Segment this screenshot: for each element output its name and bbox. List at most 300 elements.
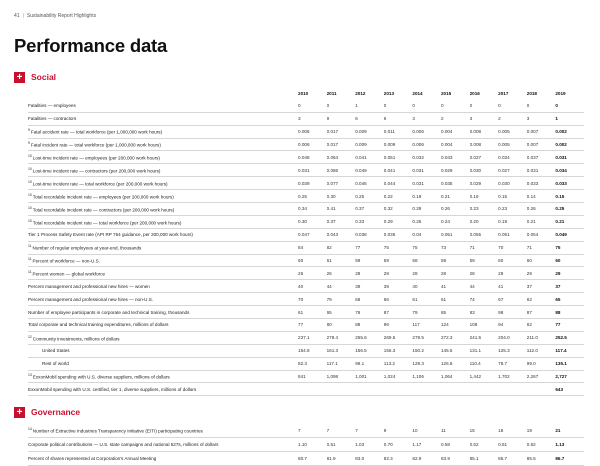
table-cell: 1.17 xyxy=(412,438,441,452)
table-cell: 0 xyxy=(555,100,584,112)
table-cell: 0.005 xyxy=(498,125,527,138)
table-cell: 99.0 xyxy=(527,357,556,370)
table-cell: 96 xyxy=(384,319,413,332)
table-cell: 0.37 xyxy=(327,215,356,228)
table-cell: 0 xyxy=(327,100,356,112)
table-row xyxy=(28,203,584,216)
table-cell: 1,106 xyxy=(412,370,441,383)
row-label-text: Lost-time incident rate — employees (per 200,000 work hours) xyxy=(32,155,160,161)
social-section-header[interactable] xyxy=(14,71,56,83)
footnote-marker: 10 xyxy=(28,167,32,172)
table-cell: 99.1 xyxy=(355,357,384,370)
footnote-marker: 11 xyxy=(28,244,32,249)
table-cell: 0.031 xyxy=(412,177,441,190)
table-cell: 67 xyxy=(498,293,527,306)
footnote-marker: 9 xyxy=(28,141,30,146)
row-label-text: Lost-time incident rate — total workforce (per 200,000 work hours) xyxy=(32,181,168,187)
table-cell: 0.049 xyxy=(555,228,584,241)
table-row xyxy=(28,319,584,332)
row-label xyxy=(28,293,298,306)
table-cell: 88 xyxy=(355,319,384,332)
row-label xyxy=(28,125,298,138)
table-cell: 61 xyxy=(441,293,470,306)
table-cell: 0.005 xyxy=(498,138,527,151)
table-cell: 29 xyxy=(527,267,556,280)
table-cell: 0.044 xyxy=(384,177,413,190)
table-cell: 0.15 xyxy=(555,190,584,203)
table-cell: 279.5 xyxy=(412,331,441,344)
table-cell: 204.0 xyxy=(498,331,527,344)
table-row xyxy=(28,228,584,241)
table-cell: 0.004 xyxy=(441,125,470,138)
row-label xyxy=(28,319,298,332)
table-cell: 0.34 xyxy=(298,203,327,216)
table-cell: 39 xyxy=(355,280,384,293)
table-cell: 0.034 xyxy=(498,151,527,164)
table-cell: 61 xyxy=(412,293,441,306)
table-cell: 0 xyxy=(527,100,556,112)
table-cell: 154.8 xyxy=(298,344,327,357)
table-cell: 0.16 xyxy=(470,190,499,203)
table-cell: 0.036 xyxy=(384,228,413,241)
table-cell: 0.006 xyxy=(298,125,327,138)
table-cell: 1,064 xyxy=(441,370,470,383)
row-label xyxy=(28,344,298,357)
table-cell: 0.21 xyxy=(527,215,556,228)
table-cell: 0.30 xyxy=(298,215,327,228)
table-cell: 77 xyxy=(355,241,384,254)
table-cell: 58 xyxy=(412,254,441,267)
year-header: 2018 xyxy=(526,91,537,97)
table-cell: 0.046 xyxy=(355,177,384,190)
table-cell: 0.006 xyxy=(412,125,441,138)
table-cell: 0.027 xyxy=(470,151,499,164)
table-row xyxy=(28,177,584,190)
row-label xyxy=(28,280,298,293)
row-label xyxy=(28,190,298,203)
table-cell: 75 xyxy=(555,241,584,254)
footnote-marker: 13 xyxy=(28,373,32,378)
table-cell: 0.004 xyxy=(441,138,470,151)
table-row xyxy=(28,241,584,254)
table-row xyxy=(28,112,584,125)
table-cell: 88 xyxy=(555,306,584,319)
row-label xyxy=(28,438,298,452)
table-cell: 7 xyxy=(355,424,384,438)
table-cell: 83.9 xyxy=(441,452,470,466)
table-cell: 68 xyxy=(355,293,384,306)
table-cell: 0.038 xyxy=(355,228,384,241)
table-cell: 0.23 xyxy=(470,203,499,216)
table-cell: 59 xyxy=(355,254,384,267)
table-cell: 82 xyxy=(327,241,356,254)
table-cell: 70 xyxy=(298,293,327,306)
table-cell: 0.25 xyxy=(355,190,384,203)
row-label xyxy=(28,357,298,370)
table-cell: 0.031 xyxy=(555,151,584,164)
row-label-text: Fatalities — contractors xyxy=(28,116,77,122)
table-cell: 59 xyxy=(470,254,499,267)
year-header: 2014 xyxy=(412,91,423,97)
table-cell: 0.086 xyxy=(327,164,356,177)
table-cell: 1,024 xyxy=(384,370,413,383)
table-cell: 124 xyxy=(441,319,470,332)
table-cell: 85 xyxy=(441,306,470,319)
table-row xyxy=(28,280,584,293)
row-label xyxy=(28,452,298,466)
table-cell: 70 xyxy=(498,241,527,254)
table-cell: 0.52 xyxy=(470,438,499,452)
table-row xyxy=(28,151,584,164)
year-header: 2012 xyxy=(355,91,366,97)
table-cell: 0 xyxy=(384,100,413,112)
governance-heading: Governance xyxy=(31,407,81,417)
row-label-text: Rest of world xyxy=(42,361,69,367)
table-row xyxy=(28,100,584,112)
table-cell: 0.077 xyxy=(327,177,356,190)
table-cell: 0.70 xyxy=(384,438,413,452)
table-cell: 6 xyxy=(355,112,384,125)
table-cell: 841 xyxy=(298,370,327,383)
table-cell: 237.1 xyxy=(298,331,327,344)
table-cell: 2 xyxy=(441,112,470,125)
table-cell: 0.26 xyxy=(412,215,441,228)
table-cell: 113.2 xyxy=(384,357,413,370)
table-cell: 37 xyxy=(555,280,584,293)
table-cell: 0.047 xyxy=(298,228,327,241)
row-label xyxy=(28,254,298,267)
table-cell: 0.054 xyxy=(527,228,556,241)
table-cell: 0.033 xyxy=(527,177,556,190)
row-label-text: Percent women — global workforce xyxy=(32,271,106,277)
table-cell: 0.029 xyxy=(441,164,470,177)
table-cell: 0.041 xyxy=(355,151,384,164)
table-row xyxy=(28,438,584,452)
label-column-header xyxy=(28,88,298,100)
table-cell: 79 xyxy=(412,306,441,319)
table-cell: 0.009 xyxy=(384,138,413,151)
table-cell xyxy=(412,383,441,396)
social-table xyxy=(28,88,584,396)
table-cell: 60 xyxy=(555,254,584,267)
row-label-text: ExxonMobil spending with U.S. diverse suppliers, millions of dollars xyxy=(32,374,170,380)
table-cell: 0 xyxy=(498,100,527,112)
footnote-marker: 10 xyxy=(28,192,32,197)
footnote-marker: 11 xyxy=(28,257,32,262)
table-cell: 82.9 xyxy=(412,452,441,466)
row-label xyxy=(28,100,298,112)
table-cell: 0.24 xyxy=(441,215,470,228)
table-cell: 0.15 xyxy=(498,190,527,203)
table-row xyxy=(28,164,584,177)
table-cell: 44 xyxy=(470,280,499,293)
table-cell: 41 xyxy=(441,280,470,293)
governance-table xyxy=(28,424,584,466)
table-cell: 241.5 xyxy=(470,331,499,344)
table-cell: 150.2 xyxy=(412,344,441,357)
table-cell: 156.3 xyxy=(384,344,413,357)
table-cell: 0 xyxy=(441,100,470,112)
table-cell: 2,727 xyxy=(555,370,584,383)
table-cell: 18 xyxy=(498,424,527,438)
table-cell: 0.051 xyxy=(384,151,413,164)
table-cell: 7 xyxy=(298,424,327,438)
table-cell: 60 xyxy=(498,254,527,267)
table-cell: 0.011 xyxy=(384,125,413,138)
row-label-text: Percent management and professional new hires — non-U.S. xyxy=(28,296,154,302)
row-label-text: Community investments, millions of dollars xyxy=(32,336,120,342)
table-cell: 62 xyxy=(527,293,556,306)
table-cell: 0.51 xyxy=(498,438,527,452)
table-cell: 0.33 xyxy=(355,215,384,228)
table-row xyxy=(28,424,584,438)
table-cell: 0.26 xyxy=(441,203,470,216)
table-cell xyxy=(298,383,327,396)
table-cell: 28 xyxy=(498,267,527,280)
table-cell: 9 xyxy=(327,112,356,125)
footnote-marker: 9 xyxy=(28,128,30,133)
table-cell: 112.0 xyxy=(527,344,556,357)
table-cell: 40 xyxy=(298,280,327,293)
row-label xyxy=(28,424,298,438)
table-cell: 0.62 xyxy=(527,438,556,452)
year-header-row xyxy=(28,88,584,100)
table-row xyxy=(28,383,584,396)
table-cell: 28 xyxy=(384,267,413,280)
table-cell: 0.51 xyxy=(327,438,356,452)
year-header: 2015 xyxy=(440,91,452,97)
table-row xyxy=(28,306,584,319)
table-cell: 82.3 xyxy=(384,452,413,466)
table-cell: 1,001 xyxy=(355,370,384,383)
table-cell: 10 xyxy=(412,424,441,438)
table-cell xyxy=(527,383,556,396)
table-cell: 66 xyxy=(384,293,413,306)
table-cell: 125.3 xyxy=(498,344,527,357)
table-cell: 1,702 xyxy=(498,370,527,383)
table-cell: 1,098 xyxy=(327,370,356,383)
table-cell: 74 xyxy=(470,293,499,306)
table-cell: 0.029 xyxy=(470,177,499,190)
table-cell: 77 xyxy=(555,319,584,332)
table-cell: 272.3 xyxy=(441,331,470,344)
table-cell: 79 xyxy=(327,293,356,306)
table-cell: 269.5 xyxy=(384,331,413,344)
footnote-marker: 10 xyxy=(28,154,32,159)
table-cell: 65 xyxy=(555,293,584,306)
header-separator: | xyxy=(22,13,24,19)
row-label-text: Number of regular employees at year-end, thousands xyxy=(32,245,142,251)
table-cell: 0.007 xyxy=(527,125,556,138)
table-row xyxy=(28,190,584,203)
table-cell: 2,267 xyxy=(527,370,556,383)
table-cell: 0.14 xyxy=(527,190,556,203)
table-cell: 0.26 xyxy=(527,203,556,216)
table-cell xyxy=(355,383,384,396)
table-row xyxy=(28,452,584,466)
table-cell: 85.7 xyxy=(498,452,527,466)
table-cell: 85.1 xyxy=(470,452,499,466)
table-cell: 0.25 xyxy=(298,190,327,203)
table-cell: 94 xyxy=(498,319,527,332)
table-cell: 19 xyxy=(527,424,556,438)
table-cell: 0.009 xyxy=(355,138,384,151)
table-cell: 2 xyxy=(498,112,527,125)
table-cell: 40 xyxy=(412,280,441,293)
row-label xyxy=(28,241,298,254)
table-cell: 41 xyxy=(498,280,527,293)
table-cell: 117 xyxy=(412,319,441,332)
footnote-marker: 14 xyxy=(28,427,32,432)
table-cell: 0.051 xyxy=(441,228,470,241)
table-cell: 0.031 xyxy=(412,164,441,177)
row-label xyxy=(28,164,298,177)
table-cell: 26 xyxy=(298,267,327,280)
table-cell: 0.22 xyxy=(384,190,413,203)
table-cell: 71 xyxy=(470,241,499,254)
table-cell: 3 xyxy=(527,112,556,125)
row-label-text: Tier 1 Process Safety Event rate (API RP 754 guidance, per 200,000 work hours) xyxy=(28,232,193,238)
table-cell: 77 xyxy=(298,319,327,332)
table-cell: 81.9 xyxy=(327,452,356,466)
table-cell: 76 xyxy=(355,306,384,319)
table-cell: 0.031 xyxy=(527,164,556,177)
table-cell: 0.006 xyxy=(298,138,327,151)
table-cell: 3 xyxy=(298,112,327,125)
year-header: 2013 xyxy=(383,91,395,97)
table-cell: 110.4 xyxy=(470,357,499,370)
table-cell: 0.043 xyxy=(327,228,356,241)
table-cell: 0.037 xyxy=(527,151,556,164)
governance-section-header[interactable] xyxy=(14,406,80,418)
table-cell: 0.048 xyxy=(298,151,327,164)
table-cell: 62 xyxy=(527,319,556,332)
row-label-text: Percent management and professional new hires — women xyxy=(28,283,150,289)
table-cell: 80 xyxy=(327,319,356,332)
table-cell: 0.064 xyxy=(327,151,356,164)
row-label-text: United States xyxy=(42,348,70,354)
table-cell: 0 xyxy=(298,100,327,112)
table-cell: 28 xyxy=(470,267,499,280)
footnote-marker: 10 xyxy=(28,205,32,210)
table-cell: 0 xyxy=(412,100,441,112)
table-cell: 0.051 xyxy=(498,228,527,241)
table-cell: 145.5 xyxy=(441,344,470,357)
table-cell: 0.19 xyxy=(498,215,527,228)
table-cell: 117.1 xyxy=(327,357,356,370)
table-cell: 29 xyxy=(555,267,584,280)
table-cell: 11 xyxy=(441,424,470,438)
table-cell: 60 xyxy=(298,254,327,267)
page-title: Performance data xyxy=(14,35,168,56)
table-cell: 71 xyxy=(527,241,556,254)
table-cell: 255.6 xyxy=(355,331,384,344)
table-cell: 60 xyxy=(527,254,556,267)
table-cell: 0.58 xyxy=(441,438,470,452)
row-label xyxy=(28,112,298,125)
table-cell: 0.37 xyxy=(355,203,384,216)
expand-plus-icon[interactable]: + xyxy=(14,407,25,418)
table-cell: 0 xyxy=(470,100,499,112)
row-label-text: Fatal incident rate — total workforce (per 1,000,000 work hours) xyxy=(30,142,161,148)
table-cell: 0.29 xyxy=(412,203,441,216)
table-cell: 0.20 xyxy=(470,215,499,228)
table-cell: 0.033 xyxy=(555,177,584,190)
table-cell: 0.19 xyxy=(412,190,441,203)
table-cell: 0.027 xyxy=(498,164,527,177)
row-label-text: Total recordable incident rate — total workforce (per 200,000 work hours) xyxy=(32,220,182,226)
year-header: 2017 xyxy=(498,91,509,97)
table-cell: 156.5 xyxy=(355,344,384,357)
row-label-text: Percent of workforce — non-U.S. xyxy=(32,258,100,264)
table-row xyxy=(28,331,584,344)
social-heading: Social xyxy=(31,72,57,82)
row-label-text: Fatalities — employees xyxy=(28,103,76,109)
table-cell: 0.002 xyxy=(555,125,584,138)
table-cell: 1.10 xyxy=(298,438,327,452)
year-header: 2019 xyxy=(555,91,566,97)
table-cell: 135.1 xyxy=(555,357,584,370)
table-cell: 0.035 xyxy=(441,177,470,190)
table-cell: 98 xyxy=(498,306,527,319)
table-cell: 44 xyxy=(327,280,356,293)
table-cell: 1.03 xyxy=(355,438,384,452)
table-cell: 211.0 xyxy=(527,331,556,344)
table-cell xyxy=(327,383,356,396)
table-cell: 28 xyxy=(412,267,441,280)
table-row xyxy=(28,125,584,138)
table-cell: 0.41 xyxy=(327,203,356,216)
expand-plus-icon[interactable]: + xyxy=(14,72,25,83)
page-number: 41 xyxy=(14,13,20,19)
row-label-text: Lost-time incident rate — contractors (per 200,000 work hours) xyxy=(32,168,161,174)
table-cell: 7 xyxy=(327,424,356,438)
table-cell: 75 xyxy=(412,241,441,254)
table-cell: 85.5 xyxy=(527,452,556,466)
table-cell: 3 xyxy=(470,112,499,125)
row-label xyxy=(28,383,298,396)
table-row xyxy=(28,357,584,370)
table-cell: 0.043 xyxy=(441,151,470,164)
table-cell: 83 xyxy=(470,306,499,319)
row-label xyxy=(28,151,298,164)
table-row xyxy=(28,138,584,151)
table-cell: 0.030 xyxy=(470,164,499,177)
table-cell: 131.1 xyxy=(470,344,499,357)
table-cell: 0.04 xyxy=(412,228,441,241)
row-label-text: Total recordable incident rate — contractors (per 200,000 work hours) xyxy=(32,207,175,213)
table-cell: 28 xyxy=(441,267,470,280)
table-cell: 0.008 xyxy=(470,138,499,151)
year-header: 2010 xyxy=(298,91,309,97)
row-label xyxy=(28,138,298,151)
table-cell: 86.7 xyxy=(555,452,584,466)
footnote-marker: 10 xyxy=(28,179,32,184)
table-cell: 6 xyxy=(384,112,413,125)
table-cell: 0.055 xyxy=(470,228,499,241)
table-cell: 0.23 xyxy=(498,203,527,216)
table-cell: 83.0 xyxy=(355,452,384,466)
row-label xyxy=(28,177,298,190)
table-cell: 84 xyxy=(298,241,327,254)
table-cell: 1,442 xyxy=(470,370,499,383)
table-cell: 0.007 xyxy=(527,138,556,151)
footnote-marker: 11 xyxy=(28,270,32,275)
table-cell: 0.002 xyxy=(555,138,584,151)
table-cell: 252.5 xyxy=(555,331,584,344)
table-cell: 61 xyxy=(298,306,327,319)
table-row xyxy=(28,254,584,267)
